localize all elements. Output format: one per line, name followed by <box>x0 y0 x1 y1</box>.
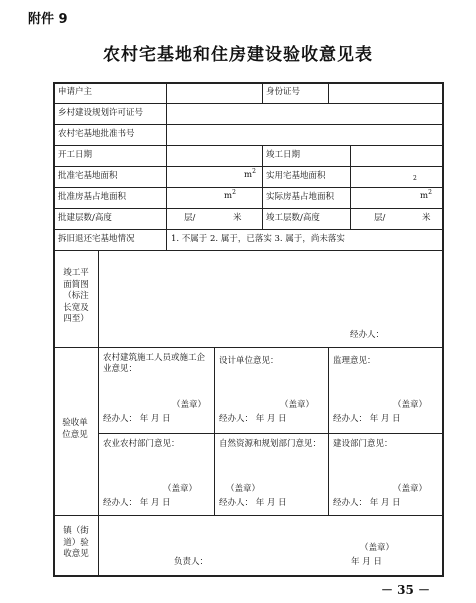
actual-area-label: 实用宅基地面积 <box>266 171 326 181</box>
natural-resources-opinion-label: 自然资源和规划部门意见： <box>219 439 322 449</box>
natural-resources-handler-date: 经办人： 年 月 日 <box>219 498 287 508</box>
agriculture-seal: （盖章） <box>163 484 198 494</box>
finish-floors-label: 竣工层数/高度 <box>266 213 320 223</box>
construction-handler-date: 经办人： 年 月 日 <box>333 498 401 508</box>
applicant-label: 申请户主 <box>58 87 93 97</box>
agriculture-opinion-label: 农业农村部门意见： <box>103 439 180 449</box>
approved-footprint-unit: $m^2$ <box>224 189 236 201</box>
supervision-opinion-label: 监理意见： <box>333 356 376 366</box>
town-seal: （盖章） <box>360 543 395 553</box>
supervision-seal: （盖章） <box>393 400 428 410</box>
finish-height-unit: 米 <box>422 213 431 223</box>
plan-handler: 经办人： <box>350 330 385 340</box>
builder-handler-date: 经办人： 年 月 日 <box>103 414 171 424</box>
form-title: 农村宅基地和住房建设验收意见表 <box>103 45 373 65</box>
town-acceptance-label: 镇（街道）验收意见 <box>63 526 89 559</box>
design-opinion-label: 设计单位意见： <box>219 356 279 366</box>
old-house-label: 拆旧退还宅基地情况 <box>58 234 135 244</box>
design-handler-date: 经办人： 年 月 日 <box>219 414 287 424</box>
builder-seal: （盖章） <box>172 400 207 410</box>
builder-opinion-label: 农村建筑施工人员或施工企业意见： <box>103 353 206 374</box>
supervision-handler-date: 经办人： 年 月 日 <box>333 414 401 424</box>
design-seal: （盖章） <box>280 400 315 410</box>
actual-area-unit: 2 <box>413 175 417 182</box>
page-number: － 35 － <box>380 583 430 597</box>
town-responsible: 负责人： <box>174 557 209 567</box>
natural-resources-seal: （盖章） <box>226 484 261 494</box>
approved-footprint-label: 批准房基占地面积 <box>58 192 127 202</box>
actual-footprint-label: 实际房基占地面积 <box>266 192 335 202</box>
approved-area-label: 批准宅基地面积 <box>58 171 118 181</box>
finish-date-label: 竣工日期 <box>266 150 301 160</box>
attachment-label: 附件 9 <box>28 12 68 27</box>
id-number-label: 身份证号 <box>266 87 301 97</box>
approved-area-unit: $m^2$ <box>244 168 256 180</box>
actual-footprint-unit: $m^2$ <box>420 189 432 201</box>
approval-doc-label: 农村宅基地批准书号 <box>58 129 135 139</box>
plan-sketch-label: 竣工平面简图（标注长宽及四至） <box>63 268 89 324</box>
planning-permit-label: 乡村建设规划许可证号 <box>58 108 144 118</box>
construction-seal: （盖章） <box>393 484 428 494</box>
old-house-options: 1. 不属于 2. 属于，已落实 3. 属于，尚未落实 <box>171 234 345 244</box>
approved-height-unit: 米 <box>233 213 242 223</box>
finish-floors-unit: 层/ <box>374 213 386 223</box>
agriculture-handler-date: 经办人： 年 月 日 <box>103 498 171 508</box>
construction-opinion-label: 建设部门意见： <box>333 439 393 449</box>
approved-floors-label: 批建层数/高度 <box>58 213 112 223</box>
approved-floors-unit: 层/ <box>184 213 196 223</box>
acceptance-unit-label: 验收单位意见 <box>62 418 88 440</box>
start-date-label: 开工日期 <box>58 150 93 160</box>
town-date: 年 月 日 <box>351 557 382 567</box>
